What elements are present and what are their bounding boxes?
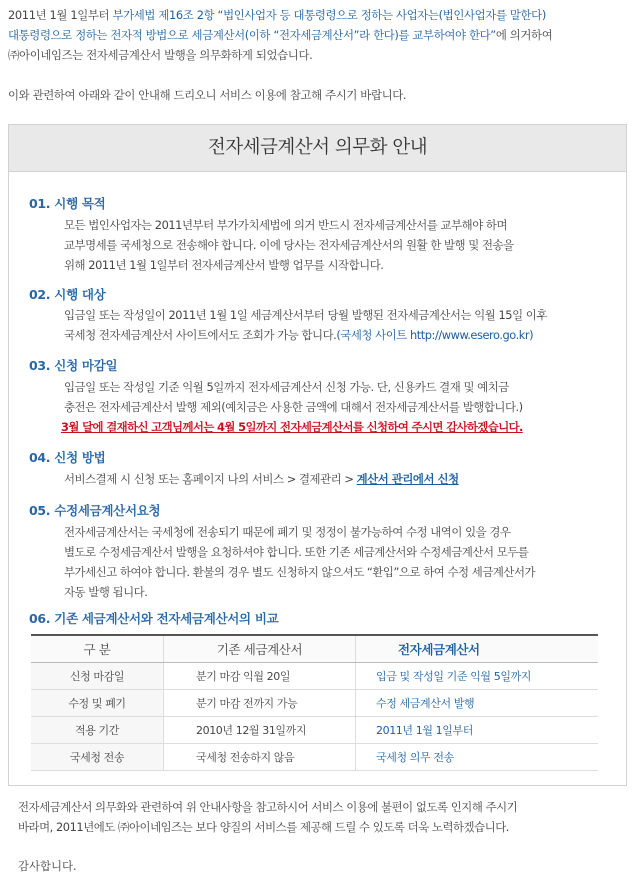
comparison-table <box>31 634 598 771</box>
section-4-text: 서비스결제 시 신청 또는 홈페이지 나의 서비스 > 결제관리 > <box>64 472 357 486</box>
section-3-line-1: 입금일 또는 작성일 기준 익월 5일까지 전자세금계산서 신청 가능. 단, 신용카드 결재 및 예치금 <box>64 380 509 394</box>
section-1-line: 위해 2011년 1월 1일부터 전자세금계산서 발행 업무를 시작합니다. <box>64 258 384 272</box>
table-row <box>31 690 598 717</box>
existing-value: 국세청 전송하지 않음 <box>164 744 356 771</box>
intro-paragraph <box>8 5 633 105</box>
row-label: 신청 마감일 <box>31 663 164 690</box>
section-5-body <box>64 522 619 602</box>
closing-line-1: 전자세금계산서 의무화와 관련하여 위 안내사항을 참고하시어 서비스 이용에 불편이 없도록 인지해 주시기 <box>18 800 518 814</box>
section-1-line: 교부명세를 국세청으로 전송해야 합니다. 이에 당사는 전자세금계산서의 원활 한 발행 및 전송을 <box>64 238 514 252</box>
section-5-line: 별도로 수정세금계산서 발행을 요청하셔야 합니다. 또한 기존 세금계산서와 수정세금계산서 모두를 <box>64 545 529 559</box>
deadline-text-1: 에 결재하신 고객님께서는 <box>92 420 218 434</box>
comparison-table-header <box>31 635 598 663</box>
closing-line-2: 바라며, 2011년에도 ㈜아이네임즈는 보다 양질의 서비스를 제공해 드릴 수 있도록 더욱 노력하겠습니다. <box>18 820 509 834</box>
row-label: 적용 기간 <box>31 717 164 744</box>
existing-value: 2010년 12월 31일까지 <box>164 717 356 744</box>
intro-line-2-tail: 에 의거하여 <box>495 28 553 42</box>
intro-line-1 <box>8 5 633 25</box>
intro-date: 2011년 1월 1일부터 <box>8 8 113 22</box>
section-5-line: 자동 발행 됩니다. <box>64 585 148 599</box>
deadline-text-2: 까지 전자세금계산서를 신청하여 주시면 감사하겠습니다. <box>255 420 523 434</box>
electronic-value: 수정 세금계산서 발행 <box>356 690 599 717</box>
section-1-body <box>64 215 619 275</box>
section-5-line: 전자세금계산서는 국세청에 전송되기 때문에 폐기 및 정정이 불가능하여 수정 내역이 있을 경우 <box>64 525 511 539</box>
table-row <box>31 717 598 744</box>
invoice-management-link[interactable]: 계산서 관리에서 신청 <box>356 472 459 486</box>
existing-value: 분기 마감 전까지 가능 <box>164 690 356 717</box>
notice-box-title: 전자세금계산서 의무화 안내 <box>9 125 626 172</box>
closing-thanks: 감사합니다. <box>18 859 77 873</box>
notice-box <box>8 124 627 786</box>
section-3-title: 03. 신청 마감일 <box>29 358 118 373</box>
section-3-line-2: 충전은 전자세금계산서 발행 제외(예치금은 사용한 금액에 대해서 전자세금계산서를 발행합니다.) <box>64 400 523 414</box>
section-5-line: 부가세신고 하여야 합니다. 환불의 경우 별도 신청하지 않으셔도 “환입”으로 하여 수정 세금계산서가 <box>64 565 536 579</box>
deadline-date: 4월 5일 <box>217 420 256 434</box>
intro-line-4: 이와 관련하여 아래와 같이 안내해 드리오니 서비스 이용에 참고해 주시기 바랍니다. <box>8 88 407 102</box>
section-2-body <box>64 305 619 345</box>
closing-paragraph <box>18 797 628 837</box>
section-2-line-1: 입금일 또는 작성일이 2011년 1월 1일 세금계산서부터 당월 발행된 전자세금계산서는 익월 15일 이후 <box>64 308 547 322</box>
row-label: 수정 및 폐기 <box>31 690 164 717</box>
intro-line-3: ㈜아이네임즈는 전자세금계산서 발행을 의무화하게 되었습니다. <box>8 48 313 62</box>
intro-line-2 <box>8 25 633 45</box>
section-2-title: 02. 시행 대상 <box>29 287 106 302</box>
table-row <box>31 663 598 690</box>
electronic-value: 국세청 의무 전송 <box>356 744 599 771</box>
section-5-title: 05. 수정세금계산서요청 <box>29 503 161 518</box>
intro-law-quote-1: 부가세법 제16조 2항 “법인사업자 등 대통령령으로 정하는 사업자는(법인사업자를 말한다) <box>112 8 546 22</box>
section-3-deadline-notice <box>61 417 619 437</box>
section-6-title: 06. 기존 세금계산서와 전자세금계산서의 비교 <box>29 611 279 626</box>
header-category: 구 분 <box>31 635 164 663</box>
section-4-body <box>64 469 619 489</box>
esero-site-reference: (국세청 사이트 http://www.esero.go.kr) <box>336 328 534 342</box>
section-2-line-2-text: 국세청 전자세금계산서 사이트에서도 조회가 가능 합니다. <box>64 328 337 342</box>
intro-law-quote-2: 대통령령으로 정하는 전자적 방법으로 세금계산서(이하 “전자세금계산서”라 한다)를 교부하여야 한다” <box>8 28 496 42</box>
header-electronic-invoice: 전자세금계산서 <box>356 635 599 663</box>
section-3-body <box>61 377 619 437</box>
section-2-line-2 <box>64 325 619 345</box>
row-label: 국세청 전송 <box>31 744 164 771</box>
existing-value: 분기 마감 익월 20일 <box>164 663 356 690</box>
header-existing-invoice: 기존 세금계산서 <box>164 635 356 663</box>
section-1-title: 01. 시행 목적 <box>29 196 106 211</box>
electronic-value: 2011년 1월 1일부터 <box>356 717 599 744</box>
table-row <box>31 744 598 771</box>
section-1-line: 모든 법인사업자는 2011년부터 부가가치세법에 의거 반드시 전자세금계산서를 교부해야 하며 <box>64 218 508 232</box>
deadline-month: 3월 달 <box>61 420 93 434</box>
section-4-title: 04. 신청 방법 <box>29 450 106 465</box>
electronic-value: 입금 및 작성일 기준 익월 5일까지 <box>356 663 599 690</box>
